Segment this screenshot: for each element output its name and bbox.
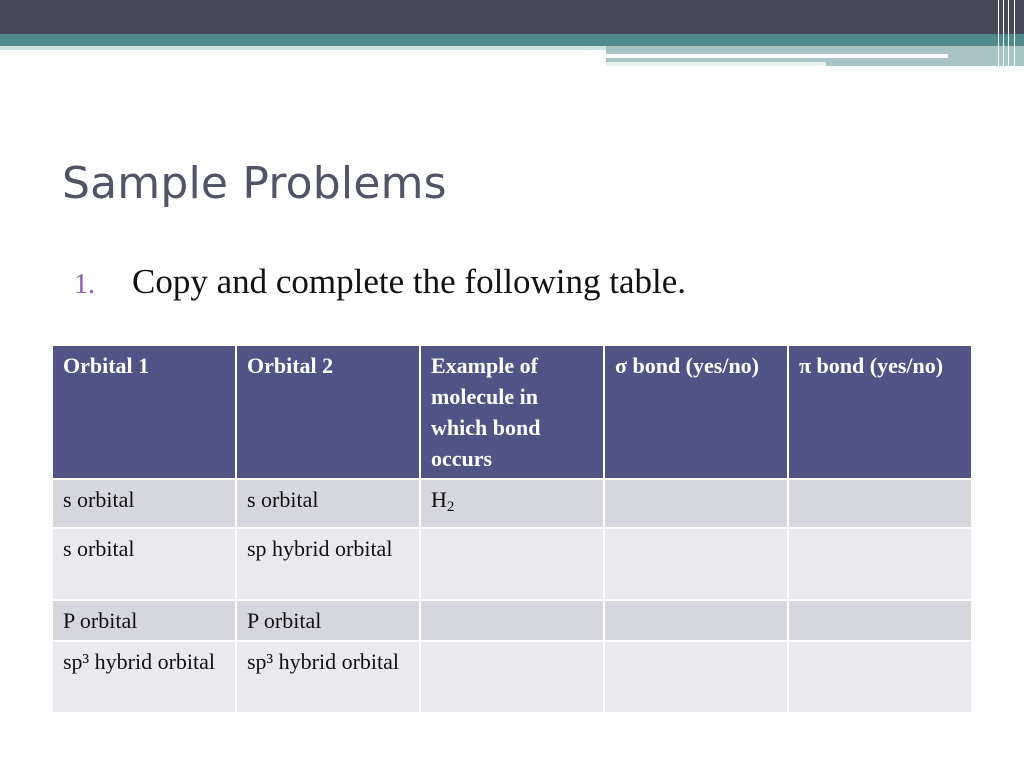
table-cell — [604, 479, 788, 528]
table-cell: P orbital — [52, 600, 236, 641]
table-cell — [420, 528, 604, 600]
header-orbital-1: Orbital 1 — [52, 345, 236, 479]
header-pi-bond: π bond (yes/no) — [788, 345, 972, 479]
table-cell — [420, 600, 604, 641]
table-cell: P orbital — [236, 600, 420, 641]
table-cell: s orbital — [236, 479, 420, 528]
table-cell — [420, 641, 604, 713]
table-cell — [604, 600, 788, 641]
instruction-item — [74, 262, 686, 302]
table-cell — [788, 479, 972, 528]
header-sigma-bond: σ bond (yes/no) — [604, 345, 788, 479]
table-cell — [604, 641, 788, 713]
instruction-text: Copy and complete the following table. — [132, 262, 687, 301]
orbital-table — [51, 344, 973, 714]
slide-title: Sample Problems — [62, 158, 447, 209]
table-row — [52, 528, 972, 600]
table-header-row — [52, 345, 972, 479]
table-cell: sp hybrid orbital — [236, 528, 420, 600]
table-cell: s orbital — [52, 479, 236, 528]
table-cell-example — [420, 479, 604, 528]
table-cell: sp³ hybrid orbital — [236, 641, 420, 713]
table-cell: sp³ hybrid orbital — [52, 641, 236, 713]
table-cell: s orbital — [52, 528, 236, 600]
header-bar-teal — [0, 34, 1024, 46]
header-example-molecule: Example of molecule in which bond occurs — [420, 345, 604, 479]
header-bar-dark — [0, 0, 1024, 34]
header-bar-teal-light — [0, 46, 606, 50]
table-cell — [788, 641, 972, 713]
table-cell — [788, 600, 972, 641]
list-number: 1. — [74, 269, 95, 300]
table-row — [52, 600, 972, 641]
corner-stripes — [994, 0, 1024, 70]
table-cell — [788, 528, 972, 600]
header-bar-step-inner — [606, 54, 948, 58]
header-orbital-2: Orbital 2 — [236, 345, 420, 479]
table-cell — [604, 528, 788, 600]
molecule-subscript: 2 — [446, 499, 455, 515]
molecule-symbol: H — [431, 487, 447, 512]
table-row — [52, 641, 972, 713]
header-bar-step-line — [606, 62, 826, 66]
table-row — [52, 479, 972, 528]
